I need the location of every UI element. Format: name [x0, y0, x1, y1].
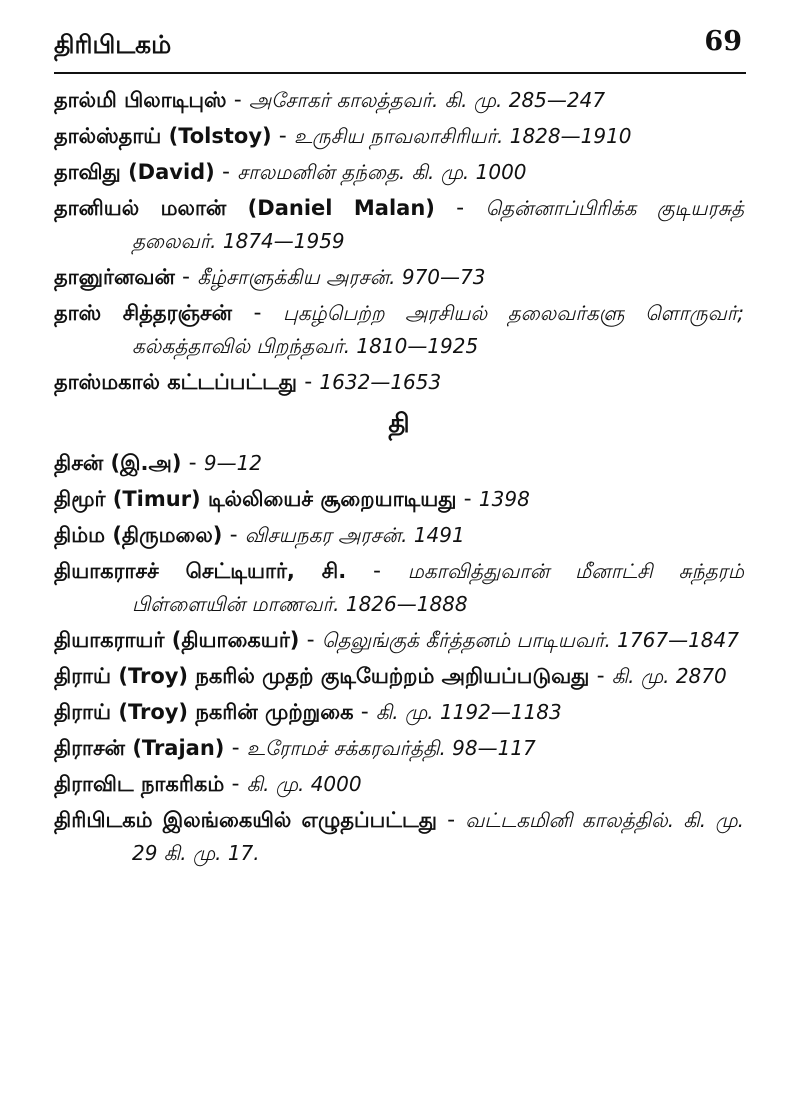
entry: [54, 297, 744, 363]
entry-list: [54, 84, 744, 873]
entry-description: விசயநகர அரசன். 1491: [244, 523, 465, 547]
entry: [54, 804, 744, 870]
entry-term: திராய் (Troy) நகரின் முற்றுகை: [54, 700, 354, 724]
entry-description: அசோகர் காலத்தவர். கி. மு. 285—247: [248, 88, 606, 112]
entry-separator: -: [353, 699, 376, 725]
entry-separator: -: [222, 522, 245, 548]
entry-term: தாஸ்மகால் கட்டப்பட்டது: [54, 370, 298, 394]
entry-term: தியாகராசச் செட்டியார், சி.: [54, 559, 347, 583]
entry-description: 9—12: [203, 451, 263, 475]
entry-term: திராய் (Troy) நகரில் முதற் குடியேற்றம் அறியப்படுவது: [54, 664, 590, 688]
entry: [54, 660, 744, 693]
entry-group-tha: [54, 84, 744, 399]
entry: [54, 84, 744, 117]
entry-group-thi: [54, 447, 744, 870]
entry-term: தானியல் மலான் (Daniel Malan): [54, 196, 435, 220]
entry-description: தெலுங்குக் கீர்த்தனம் பாடியவர். 1767—1847: [321, 628, 739, 652]
entry-term: திமூர் (Timur) டில்லியைச் சூறையாடியது: [54, 487, 457, 511]
entry-term: தாவிது (David): [54, 160, 215, 184]
section-heading: தி: [388, 409, 410, 439]
entry-description: தென்னாப்பிரிக்க குடியரசுத் தலைவர். 1874—1959: [132, 196, 744, 253]
entry-separator: -: [589, 663, 612, 689]
entry-term: திம்ம (திருமலை): [54, 523, 223, 547]
entry-separator: -: [174, 264, 198, 290]
entry: [54, 768, 744, 801]
entry-separator: -: [299, 627, 322, 653]
header-rule: [54, 72, 746, 74]
entry-description: கீழ்சாளுக்கிய அரசன். 970—73: [197, 265, 486, 289]
entry-description: மகாவித்துவான் மீனாட்சி சுந்தரம் பிள்ளையின் மாணவர். 1826—1888: [132, 559, 744, 616]
entry-description: 1632—1653: [319, 370, 442, 394]
entry-description: 1398: [478, 487, 530, 511]
entry-separator: -: [232, 300, 283, 326]
entry-separator: -: [224, 735, 247, 761]
entry-separator: -: [346, 558, 408, 584]
running-head: திரிபிடகம்: [54, 30, 172, 59]
entry: [54, 555, 744, 621]
entry: [54, 192, 744, 258]
entry-separator: -: [434, 195, 486, 221]
entry: [54, 624, 744, 657]
entry-separator: -: [181, 450, 204, 476]
page-number: 69: [704, 26, 742, 57]
entry: [54, 696, 744, 729]
entry-term: தாஸ் சித்தரஞ்சன்: [54, 301, 233, 325]
entry-description: கி. மு. 1192—1183: [375, 700, 562, 724]
entry-separator: -: [436, 807, 466, 833]
entry: [54, 261, 744, 294]
entry-term: தால்மி பிலாடிபுஸ்: [54, 88, 227, 112]
entry-term: தால்ஸ்தாய் (Tolstoy): [54, 124, 272, 148]
entry-separator: -: [456, 486, 479, 512]
entry-separator: -: [271, 123, 295, 149]
entry-term: திரிபிடகம் இலங்கையில் எழுதப்பட்டது: [54, 808, 437, 832]
entry-term: திராசன் (Trajan): [54, 736, 225, 760]
entry-separator: -: [224, 771, 247, 797]
entry: [54, 732, 744, 765]
entry: [54, 156, 744, 189]
entry: [54, 447, 744, 480]
entry-term: தானுர்னவன்: [54, 265, 175, 289]
entry-description: புகழ்பெற்ற அரசியல் தலைவர்களு ளொருவர்; கல்கத்தாவில் பிறந்தவர். 1810—1925: [132, 301, 744, 358]
entry-separator: -: [226, 87, 249, 113]
entry-description: கி. மு. 4000: [246, 772, 362, 796]
entry-description: கி. மு. 2870: [611, 664, 727, 688]
entry: [54, 483, 744, 516]
entry: [54, 120, 744, 153]
entry-term: தியாகராயர் (தியாகையர்): [54, 628, 300, 652]
entry-description: உரோமச் சக்கரவர்த்தி. 98—117: [246, 736, 536, 760]
entry-term: திராவிட நாகரிகம்: [54, 772, 225, 796]
entry: [54, 366, 744, 399]
entry-separator: -: [297, 369, 320, 395]
entry: [54, 519, 744, 552]
entry-description: சாலமனின் தந்தை. கி. மு. 1000: [237, 160, 527, 184]
entry-term: திசன் (இ.அ): [54, 451, 182, 475]
entry-description: உருசிய நாவலாசிரியர். 1828—1910: [294, 124, 632, 148]
entry-description: வட்டகமினி காலத்தில். கி. மு. 29 கி. மு. 17.: [132, 808, 744, 865]
entry-separator: -: [214, 159, 238, 185]
